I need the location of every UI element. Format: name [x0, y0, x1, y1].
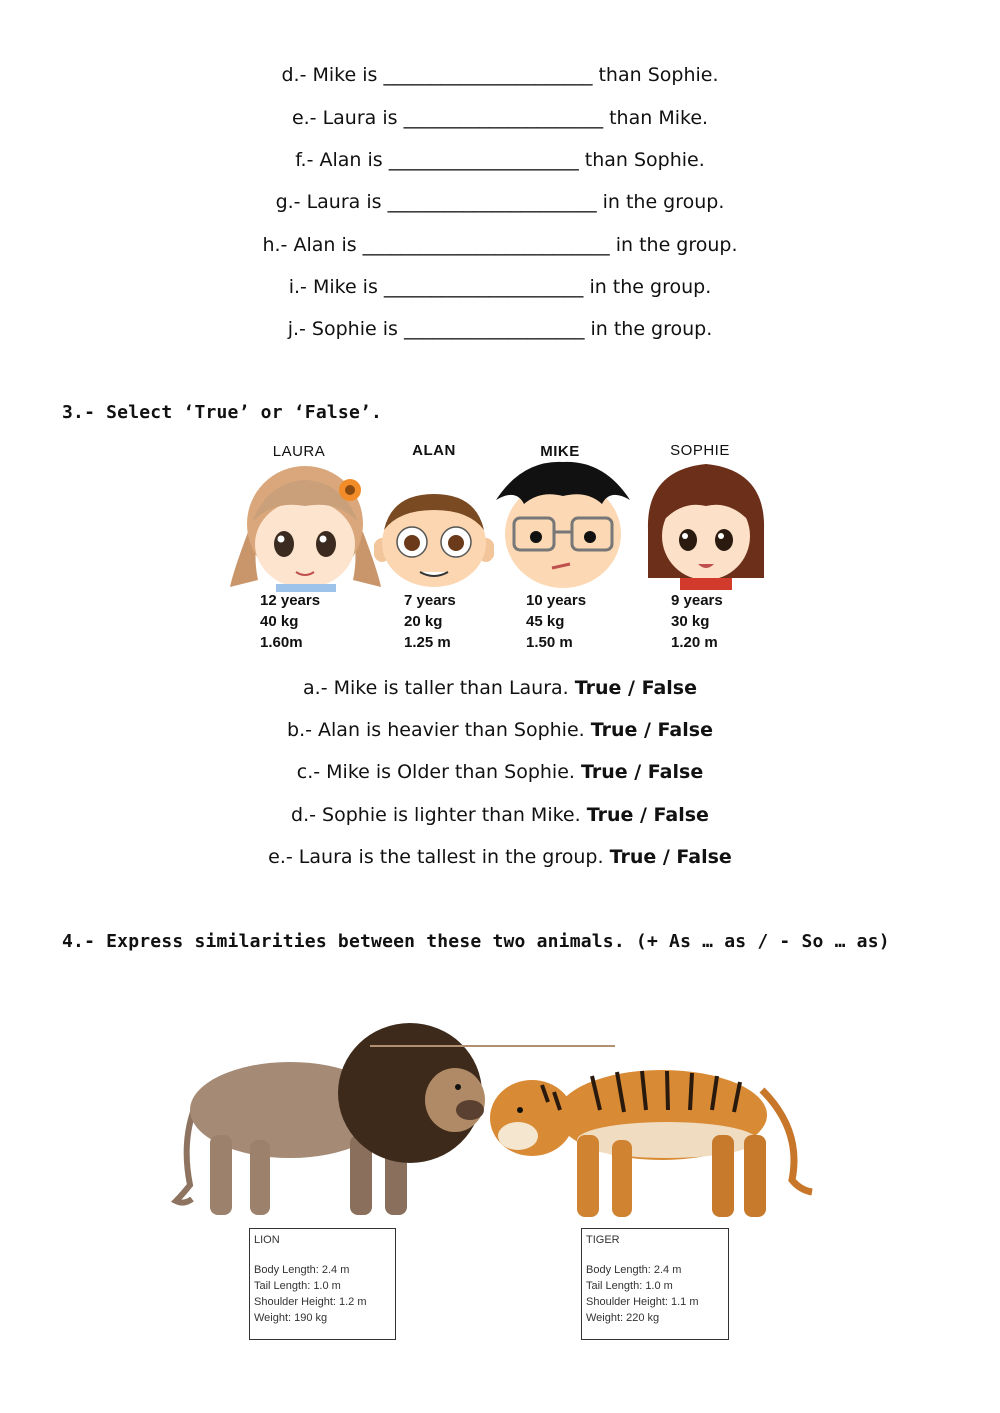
fill-blank-suffix: than Sophie. [592, 64, 719, 86]
answer-blank[interactable]: __________________________ [362, 234, 610, 256]
kid-name-laura: LAURA [272, 443, 326, 460]
true-false-choice[interactable]: True / False [574, 677, 697, 699]
tiger-title: TIGER [586, 1234, 620, 1246]
kid-name-mike: MIKE [540, 443, 580, 460]
kid-weight: 30 kg [671, 613, 710, 630]
statement-text: a.- Mike is taller than Laura. [303, 677, 575, 699]
tiger-illustration [482, 1040, 822, 1225]
kid-age: 9 years [671, 592, 723, 609]
tiger-shoulder-height: Shoulder Height: 1.1 m [586, 1296, 699, 1308]
kid-stats-alan [404, 590, 456, 653]
tiger-weight: Weight: 220 kg [586, 1312, 660, 1324]
answer-blank[interactable]: ___________________ [403, 318, 585, 340]
kid-height: 1.20 m [671, 634, 718, 651]
section-3-heading: 3.- Select ‘True’ or ‘False’. [62, 402, 383, 423]
statement-d [0, 803, 1000, 827]
kid-stats-laura [260, 590, 320, 653]
answer-blank[interactable]: ____________________ [388, 149, 579, 171]
fill-blank-g [0, 190, 1000, 214]
kid-age: 12 years [260, 592, 321, 609]
sophie-cartoon [644, 460, 768, 590]
fill-blank-suffix: than Mike. [603, 107, 709, 129]
answer-blank[interactable]: _____________________ [383, 276, 584, 298]
tiger-info-box [581, 1228, 729, 1340]
kid-stats-mike [526, 590, 586, 653]
fill-blank-suffix: in the group. [596, 191, 725, 213]
statement-text: e.- Laura is the tallest in the group. [268, 846, 610, 868]
fill-blank-prefix: i.- Mike is [288, 276, 384, 298]
answer-blank[interactable]: ______________________ [387, 191, 597, 213]
lion-weight: Weight: 190 kg [254, 1312, 328, 1324]
statement-c [0, 760, 1000, 784]
true-false-choice[interactable]: True / False [586, 804, 709, 826]
height-comparison-line [370, 1040, 620, 1052]
kid-weight: 20 kg [404, 613, 443, 630]
fill-blank-d [0, 63, 1000, 87]
fill-blank-prefix: f.- Alan is [295, 149, 389, 171]
mike-cartoon [492, 460, 634, 588]
fill-blank-prefix: g.- Laura is [275, 191, 388, 213]
tiger-body-length: Body Length: 2.4 m [586, 1264, 682, 1276]
answer-blank[interactable]: _____________________ [403, 107, 604, 129]
fill-blank-suffix: in the group. [584, 318, 713, 340]
fill-blank-prefix: e.- Laura is [291, 107, 404, 129]
fill-blank-prefix: j.- Sophie is [287, 318, 404, 340]
statement-a [0, 676, 1000, 700]
fill-blank-e [0, 106, 1000, 130]
answer-blank[interactable]: ______________________ [383, 64, 593, 86]
true-false-choice[interactable]: True / False [609, 846, 732, 868]
fill-blank-f [0, 148, 1000, 172]
fill-blank-j [0, 317, 1000, 341]
fill-blank-suffix: in the group. [583, 276, 712, 298]
tiger-tail-length: Tail Length: 1.0 m [586, 1280, 673, 1292]
fill-blank-suffix: in the group. [609, 234, 738, 256]
lion-shoulder-height: Shoulder Height: 1.2 m [254, 1296, 367, 1308]
kid-age: 7 years [404, 592, 456, 609]
lion-tail-length: Tail Length: 1.0 m [254, 1280, 341, 1292]
alan-cartoon [374, 488, 494, 588]
kid-name-alan: ALAN [412, 442, 456, 459]
section-4-heading: 4.- Express similarities between these two animals. (+ As … as / - So … as) [62, 931, 890, 952]
lion-body-length: Body Length: 2.4 m [254, 1264, 350, 1276]
true-false-choice[interactable]: True / False [580, 761, 704, 783]
kid-height: 1.25 m [404, 634, 451, 651]
fill-blank-prefix: h.- Alan is [262, 234, 363, 256]
statement-b [0, 718, 1000, 742]
fill-blank-i [0, 275, 1000, 299]
kid-stats-sophie [671, 590, 723, 653]
lion-info-box [249, 1228, 396, 1340]
fill-blank-h [0, 233, 1000, 257]
statement-text: d.- Sophie is lighter than Mike. [291, 804, 587, 826]
lion-title: LION [254, 1234, 280, 1246]
statement-text: b.- Alan is heavier than Sophie. [287, 719, 591, 741]
fill-blank-prefix: d.- Mike is [281, 64, 384, 86]
statement-text: c.- Mike is Older than Sophie. [296, 761, 581, 783]
statement-e [0, 845, 1000, 869]
kid-height: 1.60m [260, 634, 303, 651]
true-false-choice[interactable]: True / False [590, 719, 713, 741]
kid-height: 1.50 m [526, 634, 573, 651]
laura-cartoon [228, 462, 383, 592]
fill-blank-suffix: than Sophie. [578, 149, 705, 171]
kid-weight: 45 kg [526, 613, 565, 630]
kid-weight: 40 kg [260, 613, 299, 630]
kid-age: 10 years [526, 592, 587, 609]
kid-name-sophie: SOPHIE [670, 442, 730, 459]
